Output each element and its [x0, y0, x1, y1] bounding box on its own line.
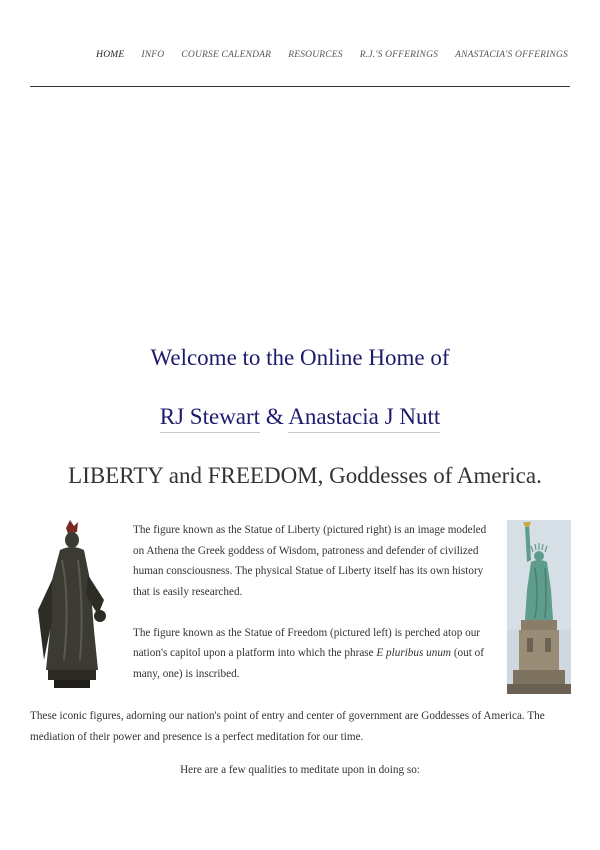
nav-info[interactable]: INFO	[141, 50, 165, 60]
freedom-paragraph-text-end: (out of many, one) is inscribed.	[133, 647, 484, 680]
freedom-paragraph-text: The figure known as the Statue of Freedom (pictured left) is perched atop our nation's capitol upon a platform into which the phrase	[133, 626, 481, 659]
liberty-paragraph: The figure known as the Statue of Liberty (pictured right) is an image modeled on Athena the Greek goddess of Wisdom, patroness and defender of civilized human consciousness. The physical Statue of Liberty itself has its own history that is easily researched.	[133, 524, 487, 598]
nav-anastacia-offerings[interactable]: ANASTACIA'S OFFERINGS	[455, 50, 568, 60]
nav-resources[interactable]: RESOURCES	[288, 50, 343, 60]
freedom-paragraph	[133, 623, 493, 685]
page-headline: LIBERTY and FREEDOM, Goddesses of America.	[68, 463, 542, 488]
anastacia-nutt-link[interactable]: Anastacia J Nutt	[288, 404, 440, 433]
nav-course-calendar[interactable]: COURSE CALENDAR	[181, 50, 272, 60]
nav-home[interactable]: HOME	[96, 50, 125, 60]
welcome-heading: Welcome to the Online Home of	[150, 345, 450, 370]
qualities-intro: Here are a few qualities to meditate upon in doing so:	[180, 764, 420, 776]
goddesses-paragraph: These iconic figures, adorning our nation's point of entry and center of government are Goddesses of America. The mediation of their power and presence is a perfect meditation for our time.	[30, 710, 545, 743]
statue-of-freedom-image	[30, 520, 112, 692]
nav-rj-offerings[interactable]: R.J.'S OFFERINGS	[359, 50, 439, 60]
statue-of-liberty-image	[507, 520, 571, 694]
ampersand: &	[265, 404, 284, 429]
e-pluribus-unum: E pluribus unum	[376, 647, 452, 659]
main-nav	[0, 50, 600, 60]
names-heading	[0, 404, 600, 430]
rj-stewart-link[interactable]: RJ Stewart	[160, 404, 260, 433]
statue-description	[133, 520, 493, 705]
header-divider	[30, 86, 570, 87]
